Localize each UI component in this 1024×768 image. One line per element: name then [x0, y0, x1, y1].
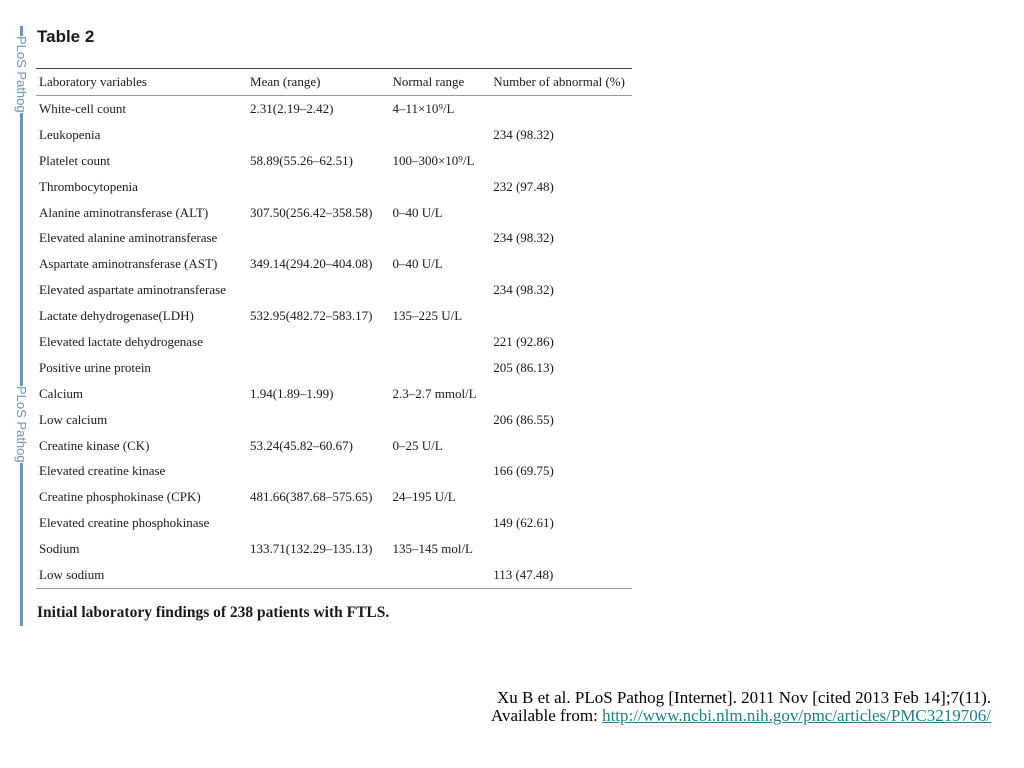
table-row: [36, 329, 632, 355]
table-row: [36, 96, 632, 122]
cell-mean: [247, 329, 389, 355]
cell-normal-range: [389, 562, 490, 588]
cell-mean: [247, 510, 389, 536]
column-header-mean: Mean (range): [250, 74, 321, 89]
cell-variable: Positive urine protein: [39, 359, 151, 375]
cell-abnormal: 234 (98.32): [493, 230, 554, 246]
cell-abnormal: 166 (69.75): [493, 463, 554, 479]
cell-normal-range: 0–40 U/L: [392, 256, 443, 272]
table-body: [36, 96, 632, 589]
cell-variable: Low sodium: [39, 566, 105, 582]
citation: [491, 689, 991, 725]
cell-mean: [247, 407, 389, 433]
cell-normal-range: [389, 174, 490, 200]
cell-mean: 53.24(45.82–60.67): [250, 437, 353, 453]
journal-side-bar: [14, 26, 29, 626]
table-row: [36, 225, 632, 251]
cell-variable: Elevated creatine kinase: [39, 463, 166, 479]
cell-abnormal: 232 (97.48): [493, 178, 554, 194]
table-row: [36, 122, 632, 148]
citation-link[interactable]: http://www.ncbi.nlm.nih.gov/pmc/articles/PMC3219706/: [602, 706, 991, 725]
cell-normal-range: 135–145 mol/L: [392, 541, 473, 557]
cell-mean: [247, 174, 389, 200]
cell-normal-range: [389, 277, 490, 303]
cell-variable: Leukopenia: [39, 126, 101, 142]
cell-abnormal: [490, 303, 632, 329]
cell-abnormal: [490, 433, 632, 459]
cell-variable: Aspartate aminotransferase (AST): [39, 256, 218, 272]
cell-mean: 349.14(294.20–404.08): [250, 256, 373, 272]
table-row: [36, 562, 632, 588]
cell-mean: [247, 355, 389, 381]
cell-abnormal: 205 (86.13): [493, 359, 554, 375]
cell-variable: Elevated lactate dehydrogenase: [39, 333, 203, 349]
table-row: [36, 148, 632, 174]
table-row: [36, 484, 632, 510]
citation-prefix: Available from:: [490, 706, 603, 725]
cell-mean: 2.31(2.19–2.42): [250, 100, 334, 116]
side-label-bottom: PLoS Pathog: [11, 386, 31, 463]
cell-variable: Creatine phosphokinase (CPK): [39, 489, 201, 505]
cell-abnormal: [490, 251, 632, 277]
table-row: [36, 536, 632, 562]
cell-abnormal: [490, 148, 632, 174]
cell-mean: [247, 225, 389, 251]
column-header-variables: Laboratory variables: [39, 74, 147, 89]
cell-abnormal: [490, 96, 632, 122]
cell-abnormal: 206 (86.55): [493, 411, 554, 427]
cell-normal-range: 0–25 U/L: [392, 437, 443, 453]
table-header-row: [36, 69, 632, 96]
cell-variable: Alanine aminotransferase (ALT): [39, 204, 209, 220]
cell-variable: Thrombocytopenia: [39, 178, 138, 194]
cell-normal-range: 24–195 U/L: [392, 489, 456, 505]
cell-normal-range: [389, 329, 490, 355]
cell-variable: Elevated aspartate aminotransferase: [39, 282, 226, 298]
cell-normal-range: [389, 407, 490, 433]
cell-normal-range: [389, 510, 490, 536]
table-title: Table 2: [37, 27, 95, 46]
column-header-abnormal: Number of abnormal (%): [493, 74, 625, 89]
cell-normal-range: 0–40 U/L: [392, 204, 443, 220]
cell-mean: [247, 277, 389, 303]
table-row: [36, 355, 632, 381]
cell-abnormal: 234 (98.32): [493, 126, 554, 142]
cell-variable: White-cell count: [39, 100, 126, 116]
cell-normal-range: [389, 122, 490, 148]
cell-variable: Calcium: [39, 385, 84, 401]
lab-findings-table: [36, 68, 632, 589]
table-row: [36, 303, 632, 329]
cell-mean: 532.95(482.72–583.17): [250, 308, 373, 324]
column-header-normal-range: Normal range: [392, 74, 465, 89]
cell-mean: 481.66(387.68–575.65): [250, 489, 373, 505]
cell-normal-range: [389, 458, 490, 484]
cell-mean: [247, 458, 389, 484]
cell-variable: Lactate dehydrogenase(LDH): [39, 308, 194, 324]
cell-abnormal: 113 (47.48): [493, 566, 554, 582]
cell-variable: Platelet count: [39, 152, 111, 168]
cell-mean: 307.50(256.42–358.58): [250, 204, 373, 220]
cell-mean: 58.89(55.26–62.51): [250, 152, 353, 168]
cell-normal-range: 2.3–2.7 mmol/L: [392, 385, 477, 401]
table-row: [36, 200, 632, 226]
cell-normal-range: [389, 355, 490, 381]
cell-abnormal: [490, 536, 632, 562]
table-row: [36, 458, 632, 484]
cell-variable: Creatine kinase (CK): [39, 437, 150, 453]
cell-abnormal: [490, 200, 632, 226]
table-row: [36, 381, 632, 407]
cell-normal-range: 100–300×10⁹/L: [392, 152, 475, 168]
cell-abnormal: 234 (98.32): [493, 282, 554, 298]
cell-abnormal: [490, 381, 632, 407]
table-row: [36, 433, 632, 459]
cell-mean: [247, 122, 389, 148]
cell-variable: Low calcium: [39, 411, 108, 427]
table-row: [36, 510, 632, 536]
cell-mean: [247, 562, 389, 588]
cell-normal-range: 135–225 U/L: [392, 308, 463, 324]
table-caption: Initial laboratory findings of 238 patients with FTLS.: [37, 604, 390, 621]
citation-line: Xu B et al. PLoS Pathog [Internet]. 2011 Nov [cited 2013 Feb 14];7(11).: [496, 688, 991, 707]
cell-mean: 1.94(1.89–1.99): [250, 385, 334, 401]
table-row: [36, 174, 632, 200]
cell-variable: Elevated alanine aminotransferase: [39, 230, 218, 246]
cell-normal-range: 4–11×10⁹/L: [392, 100, 455, 116]
cell-variable: Sodium: [39, 541, 80, 557]
cell-normal-range: [389, 225, 490, 251]
cell-mean: 133.71(132.29–135.13): [250, 541, 373, 557]
table-row: [36, 407, 632, 433]
table-row: [36, 277, 632, 303]
side-rule: [20, 26, 23, 626]
citation-availability: [491, 707, 991, 725]
cell-abnormal: 221 (92.86): [493, 333, 554, 349]
side-label-top: PLoS Pathog: [11, 36, 31, 113]
cell-variable: Elevated creatine phosphokinase: [39, 515, 210, 531]
table-row: [36, 251, 632, 277]
cell-abnormal: [490, 484, 632, 510]
cell-abnormal: 149 (62.61): [493, 515, 554, 531]
